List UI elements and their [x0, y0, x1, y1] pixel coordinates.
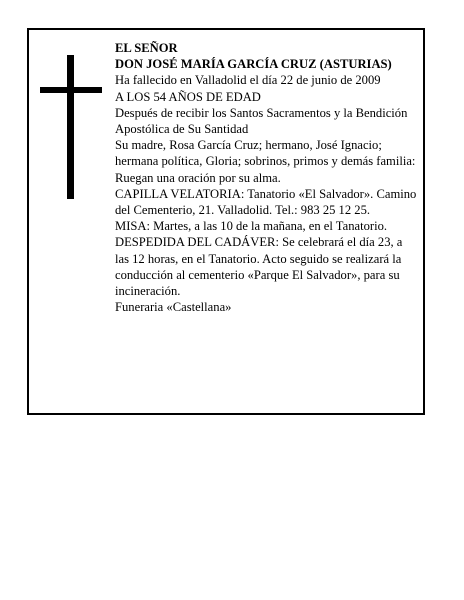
cross-icon [40, 55, 102, 199]
prayer-request: Ruegan una oración por su alma. [115, 170, 281, 185]
age-statement: A LOS 54 AÑOS DE EDAD [115, 89, 261, 104]
farewell-details: DESPEDIDA DEL CADÁVER: Se celebrará el día 23, a las 12 horas, en el Tanatorio. Acto seguido se realizará la conducción al cementerio «Parque El Salvador», para su incineración. [115, 235, 403, 299]
funeral-home: Funeraria «Castellana» [115, 300, 232, 315]
obituary-notice [27, 28, 425, 415]
deceased-title: EL SEÑOR [115, 41, 178, 55]
chapel-details: CAPILLA VELATORIA: Tanatorio «El Salvador». Camino del Cementerio, 21. Valladolid. Tel.: 983 25 12 25. [115, 186, 417, 218]
family-statement: Su madre, Rosa García Cruz; hermano, José Ignacio; hermana política, Gloria; sobrinos, primos y demás familia: [115, 138, 416, 169]
cross-vertical-bar [67, 55, 74, 199]
cross-horizontal-bar [40, 87, 102, 93]
mass-details: MISA: Martes, a las 10 de la mañana, en el Tanatorio. [115, 219, 388, 234]
sacraments-statement: Después de recibir los Santos Sacramentos y la Bendición Apostólica de Su Santidad [115, 105, 408, 137]
obituary-text [115, 40, 417, 315]
death-statement: Ha fallecido en Valladolid el día 22 de junio de 2009 [115, 73, 381, 88]
deceased-name: DON JOSÉ MARÍA GARCÍA CRUZ (ASTURIAS) [115, 57, 392, 72]
